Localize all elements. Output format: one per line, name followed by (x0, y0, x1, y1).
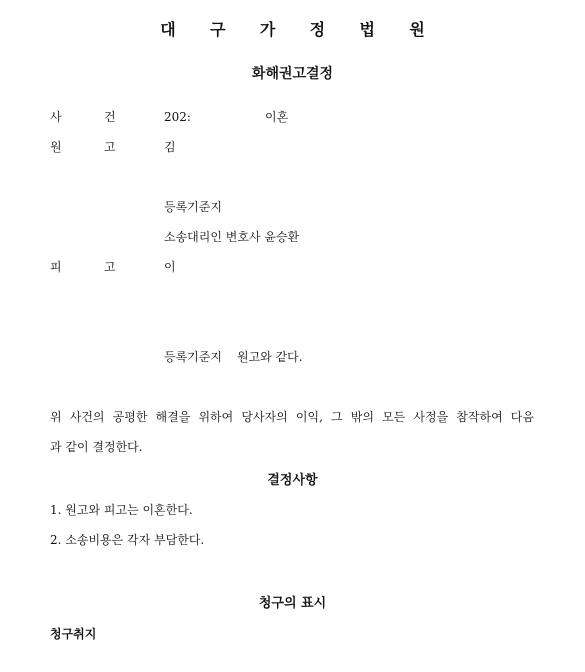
defendant-domicile-label: 등록기준지 (164, 350, 222, 364)
plaintiff-domicile-label: 등록기준지 (164, 200, 222, 214)
defendant-domicile-value: 원고와 같다. (237, 350, 303, 364)
plaintiff-name: 김 (164, 140, 176, 154)
case-label-second: 건 (104, 110, 116, 124)
claim-title: 청구의 표시 (258, 596, 327, 611)
plaintiff-label-second: 고 (104, 140, 116, 154)
case-name: 이혼 (265, 110, 289, 124)
decision-title: 결정사항 (267, 473, 318, 488)
decision-item-2: 2. 소송비용은 각자 부담한다. (50, 533, 205, 547)
claim-subtitle: 청구취지 (50, 627, 97, 641)
decision-item-1: 1. 원고와 피고는 이혼한다. (50, 503, 193, 517)
court-name: 대 구 가 정 법 원 (160, 20, 440, 39)
case-label-first: 사 (50, 110, 62, 124)
defendant-label-first: 피 (50, 260, 62, 274)
plaintiff-attorney: 소송대리인 변호사 윤승환 (164, 230, 300, 244)
body-line-2: 과 같이 결정한다. (50, 440, 143, 454)
case-number: 202: (164, 110, 191, 124)
defendant-name: 이 (164, 260, 176, 274)
defendant-label-second: 고 (104, 260, 116, 274)
document-title: 화해권고결정 (251, 66, 334, 82)
body-line-1: 위 사건의 공평한 해결을 위하여 당사자의 이익, 그 밖의 모든 사정을 참작하여 다음 (50, 410, 534, 424)
plaintiff-label-first: 원 (50, 140, 62, 154)
